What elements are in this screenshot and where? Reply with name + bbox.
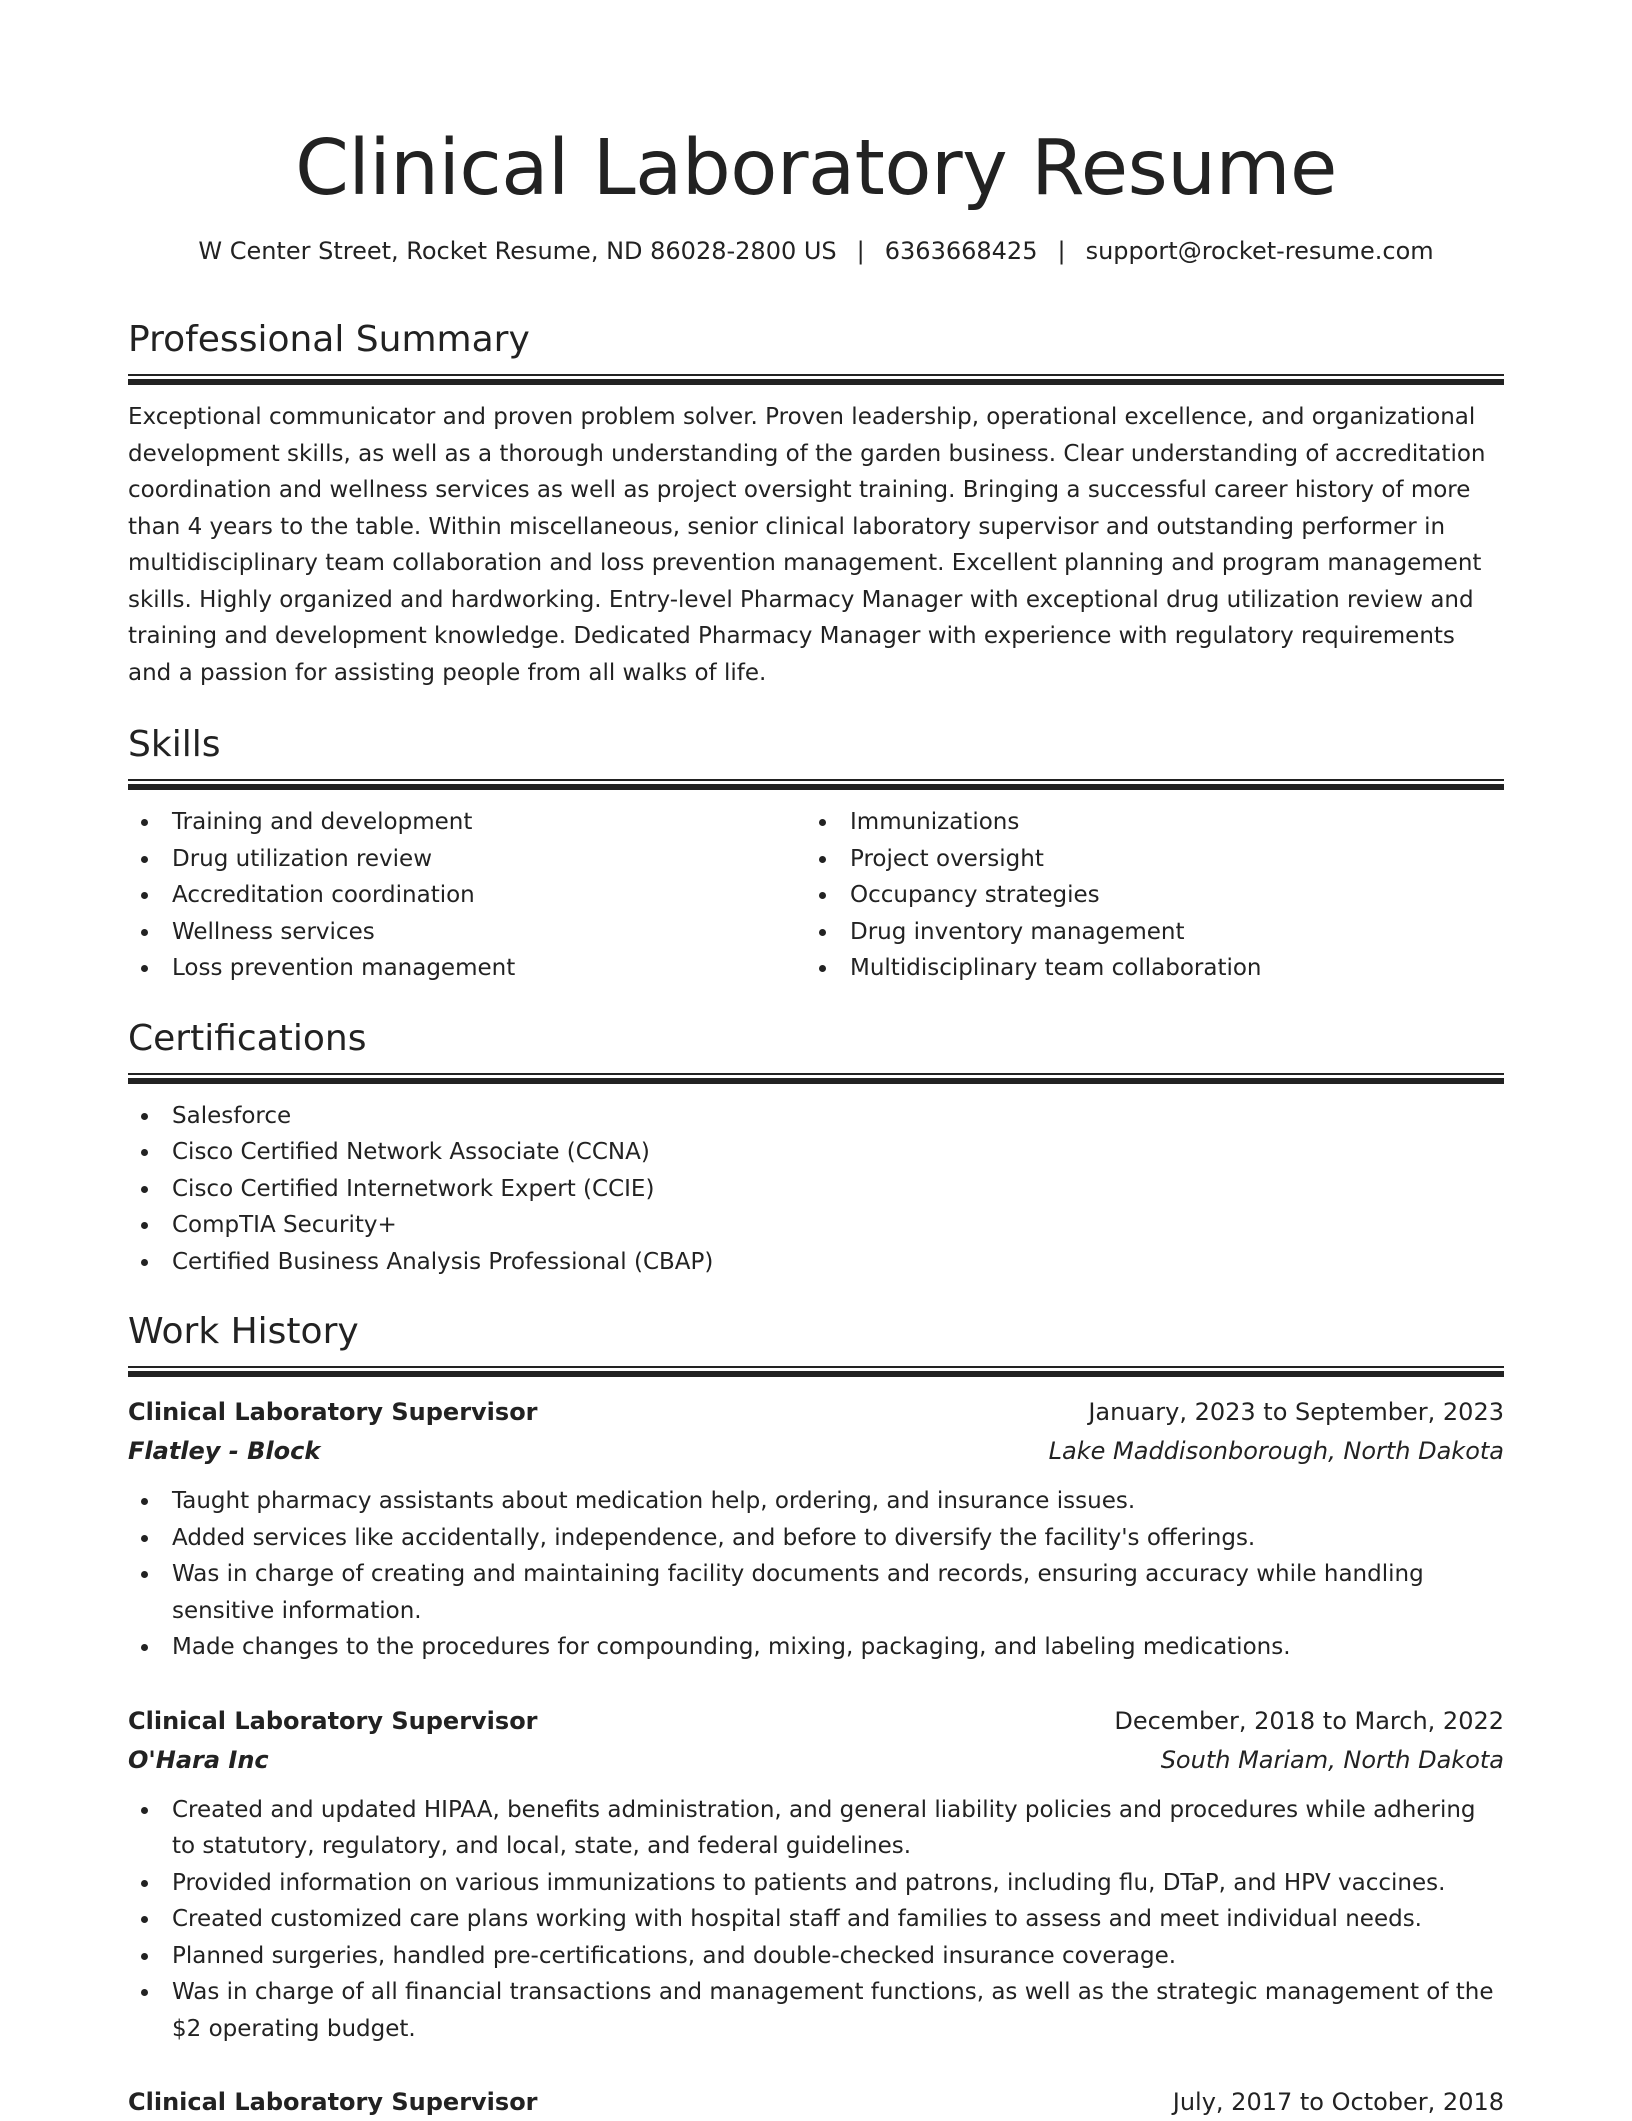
job-duty-item: Created customized care plans working with hospital staff and families to assess and meet individual needs. bbox=[128, 1901, 1504, 1938]
professional-summary-section bbox=[128, 316, 1504, 691]
job-entry bbox=[128, 2083, 1504, 2121]
skill-item: Multidisciplinary team collaboration bbox=[806, 950, 1484, 987]
job-duties-list bbox=[128, 1483, 1504, 1666]
section-divider bbox=[128, 779, 1504, 790]
section-divider bbox=[128, 374, 1504, 385]
contact-phone: 6363668425 bbox=[884, 237, 1038, 265]
skills-list-left bbox=[128, 804, 806, 987]
job-title: Clinical Laboratory Supervisor bbox=[128, 2088, 538, 2116]
skill-item: Drug inventory management bbox=[806, 914, 1484, 951]
skill-item: Accreditation coordination bbox=[128, 877, 806, 914]
job-employer-row bbox=[128, 1740, 1504, 1780]
certifications-list bbox=[128, 1098, 1504, 1281]
contact-separator: | bbox=[856, 237, 865, 265]
job-duty-item: Was in charge of all financial transactions and management functions, as well as the strategic management of the $2 operating budget. bbox=[128, 1974, 1504, 2047]
job-duty-item: Was in charge of creating and maintaining facility documents and records, ensuring accuracy while handling sensitive information. bbox=[128, 1556, 1504, 1629]
skills-grid bbox=[128, 804, 1504, 987]
job-location: Lake Maddisonborough, North Dakota bbox=[1048, 1437, 1504, 1465]
skill-item: Immunizations bbox=[806, 804, 1484, 841]
job-duties-list bbox=[128, 1792, 1504, 2048]
job-duty-item: Created and updated HIPAA, benefits administration, and general liability policies and procedures while adhering to statutory, regulatory, and local, state, and federal guidelines. bbox=[128, 1792, 1504, 1865]
contact-separator: | bbox=[1057, 237, 1066, 265]
work-history-section bbox=[128, 1308, 1504, 2121]
certification-item: CompTIA Security+ bbox=[128, 1207, 1504, 1244]
section-divider bbox=[128, 1073, 1504, 1084]
certification-item: Cisco Certified Internetwork Expert (CCIE) bbox=[128, 1171, 1504, 1208]
certification-item: Cisco Certified Network Associate (CCNA) bbox=[128, 1134, 1504, 1171]
skill-item: Occupancy strategies bbox=[806, 877, 1484, 914]
section-heading-summary: Professional Summary bbox=[128, 319, 530, 360]
contact-email: support@rocket-resume.com bbox=[1085, 237, 1434, 265]
job-dates: January, 2023 to September, 2023 bbox=[1088, 1398, 1504, 1426]
skill-item: Drug utilization review bbox=[128, 841, 806, 878]
skill-item: Project oversight bbox=[806, 841, 1484, 878]
certification-item: Salesforce bbox=[128, 1098, 1504, 1135]
job-employer-row bbox=[128, 1431, 1504, 1471]
skills-list-right bbox=[806, 804, 1484, 987]
job-dates: July, 2017 to October, 2018 bbox=[1172, 2088, 1504, 2116]
job-duty-item: Made changes to the procedures for compounding, mixing, packaging, and labeling medications. bbox=[128, 1629, 1504, 1666]
contact-line bbox=[128, 234, 1504, 268]
job-location: South Mariam, North Dakota bbox=[1160, 1745, 1504, 1774]
job-entry bbox=[128, 1702, 1504, 2048]
skill-item: Loss prevention management bbox=[128, 950, 806, 987]
skill-item: Wellness services bbox=[128, 914, 806, 951]
job-header-row bbox=[128, 1393, 1504, 1431]
summary-text: Exceptional communicator and proven problem solver. Proven leadership, operational excellence, and organizational development skills, as well as a thorough understanding of the garden business. Clear understanding of accreditation coordination and wellness services as well as project oversight training. Bringing a successful career history of more than 4 years to the table. Within miscellaneous, senior clinical laboratory supervisor and outstanding performer in multidisciplinary team collaboration and loss prevention management. Excellent planning and program management skills. Highly organized and hardworking. Entry-level Pharmacy Manager with exceptional drug utilization review and training and development knowledge. Dedicated Pharmacy Manager with experience with regulatory requirements and a passion for assisting people from all walks of life. bbox=[128, 404, 1486, 686]
job-dates: December, 2018 to March, 2022 bbox=[1114, 1706, 1504, 1735]
job-company: O'Hara Inc bbox=[128, 1745, 269, 1774]
certification-item: Certified Business Analysis Professional (CBAP) bbox=[128, 1244, 1504, 1281]
job-duty-item: Planned surgeries, handled pre-certifications, and double-checked insurance coverage. bbox=[128, 1938, 1504, 1975]
job-title: Clinical Laboratory Supervisor bbox=[128, 1706, 538, 1735]
job-duty-item: Provided information on various immunizations to patients and patrons, including flu, DTaP, and HPV vaccines. bbox=[128, 1865, 1504, 1902]
resume-title: Clinical Laboratory Resume bbox=[295, 124, 1337, 213]
section-heading-certifications: Certifications bbox=[128, 1017, 367, 1059]
certifications-section bbox=[128, 1015, 1504, 1281]
job-header-row bbox=[128, 2083, 1504, 2121]
job-duty-item: Taught pharmacy assistants about medication help, ordering, and insurance issues. bbox=[128, 1483, 1504, 1520]
job-duty-item: Added services like accidentally, independence, and before to diversify the facility's offerings. bbox=[128, 1520, 1504, 1557]
section-heading-work-history: Work History bbox=[128, 1311, 359, 1352]
contact-address: W Center Street, Rocket Resume, ND 86028-2800 US bbox=[198, 237, 837, 265]
skill-item: Training and development bbox=[128, 804, 806, 841]
skills-section bbox=[128, 721, 1504, 987]
job-company: Flatley - Block bbox=[128, 1437, 321, 1465]
job-entry bbox=[128, 1393, 1504, 1666]
job-title: Clinical Laboratory Supervisor bbox=[128, 1398, 538, 1426]
section-divider bbox=[128, 1366, 1504, 1377]
resume-page bbox=[128, 0, 1504, 2121]
section-heading-skills: Skills bbox=[128, 724, 221, 765]
job-header-row bbox=[128, 1702, 1504, 1740]
